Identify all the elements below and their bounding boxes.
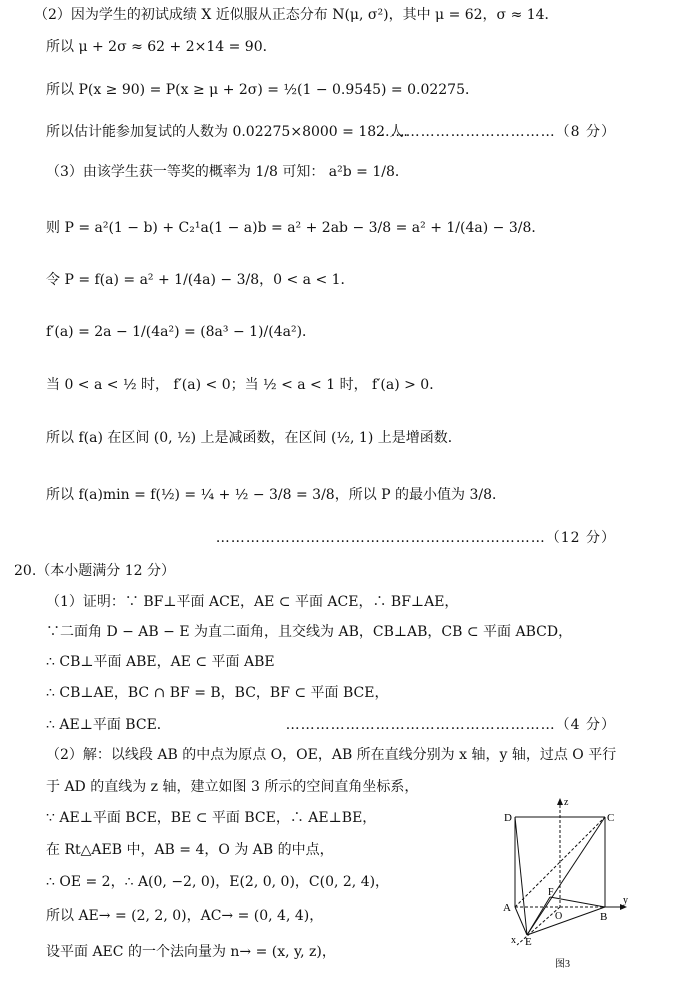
text-line: ∴ CB⊥AE，BC ∩ BF = B，BC，BF ⊂ 平面 BCE， — [46, 685, 389, 701]
score-marker: ………………………………（8 分） — [375, 124, 616, 140]
geometry-figure-3 — [495, 795, 645, 975]
text-line: 所以 P(x ≥ 90) = P(x ≥ μ + 2σ) = ½(1 − 0.9545) = 0.02275． — [46, 82, 480, 98]
vertex-label: B — [600, 911, 608, 923]
axis-label: z — [564, 797, 569, 808]
text-line: ∵ AE⊥平面 BCE，BE ⊂ 平面 BCE，∴ AE⊥BE， — [46, 810, 377, 826]
text-line: 所以估计能参加复试的人数为 0.02275×8000 = 182 人． ………………………………（8 分） — [46, 124, 616, 140]
text-line: 在 Rt△AEB 中，AB = 4，O 为 AB 的中点， — [46, 842, 334, 858]
text-line: ∵二面角 D − AB − E 为直二面角，且交线为 AB，CB⊥AB，CB ⊂ 平面 ABCD， — [46, 624, 573, 640]
text-line: f′(a) = 2a − 1/(4a²) = (8a³ − 1)/(4a²)． — [46, 324, 317, 340]
vertex-label: E — [525, 936, 532, 948]
text-line: 当 0 < a < ½ 时， f′(a) < 0；当 ½ < a < 1 时， f′(a) > 0． — [46, 377, 444, 393]
text-line: （1）证明：∵ BF⊥平面 ACE，AE ⊂ 平面 ACE，∴ BF⊥AE， — [46, 594, 459, 610]
text-line: ∴ AE⊥平面 BCE． ………………………………………………（4 分） — [46, 717, 616, 733]
text-line: 则 P = a²(1 − b) + C₂¹a(1 − a)b = a² + 2ab − 3/8 = a² + 1/(4a) − 3/8． — [46, 220, 546, 236]
text-line: （3）由该学生获一等奖的概率为 1/8 可知： a²b = 1/8． — [46, 164, 409, 180]
text-line: 所以 f(a)min = f(½) = ¼ + ½ − 3/8 = 3/8，所以 P 的最小值为 3/8． — [46, 487, 507, 503]
question-header: 20.（本小题满分 12 分） — [14, 563, 175, 579]
figure-caption: 图3 — [555, 959, 570, 970]
axis-label: x — [511, 935, 516, 946]
text-line: ∴ OE = 2，∴ A(0, −2, 0)，E(2, 0, 0)，C(0, 2, 4)， — [46, 874, 390, 890]
vertex-label: D — [504, 812, 512, 824]
axis-label: y — [623, 895, 628, 906]
score-marker: …………………………………………………………（12 分） — [215, 530, 616, 546]
text-line: 所以 f(a) 在区间 (0, ½) 上是减函数，在区间 (½, 1) 上是增函数． — [46, 430, 462, 446]
vertex-label: O — [555, 911, 563, 922]
score-marker: ………………………………………………（4 分） — [285, 717, 616, 733]
text-line: 令 P = f(a) = a² + 1/(4a) − 3/8，0 < a < 1． — [46, 272, 355, 288]
text-line: （2）解：以线段 AB 的中点为原点 O，OE，AB 所在直线分别为 x 轴，y 轴，过点 O 平行 — [46, 747, 617, 763]
vertex-label: C — [607, 812, 615, 824]
text-line: 所以 AE→ = (2, 2, 0)，AC→ = (0, 4, 4)， — [46, 908, 324, 924]
text-line: ∴ CB⊥平面 ABE，AE ⊂ 平面 ABE — [46, 654, 275, 670]
text-line: （2）因为学生的初试成绩 X 近似服从正态分布 N(μ, σ²)，其中 μ = 62，σ ≈ 14． — [34, 7, 559, 23]
text-line: 设平面 AEC 的一个法向量为 n→ = (x, y, z)， — [46, 944, 336, 960]
vertex-label: A — [503, 902, 511, 914]
text-line: 所以 μ + 2σ ≈ 62 + 2×14 = 90． — [46, 39, 277, 55]
text-line: 于 AD 的直线为 z 轴，建立如图 3 所示的空间直角坐标系， — [46, 779, 419, 795]
vertex-label: F — [548, 887, 554, 898]
